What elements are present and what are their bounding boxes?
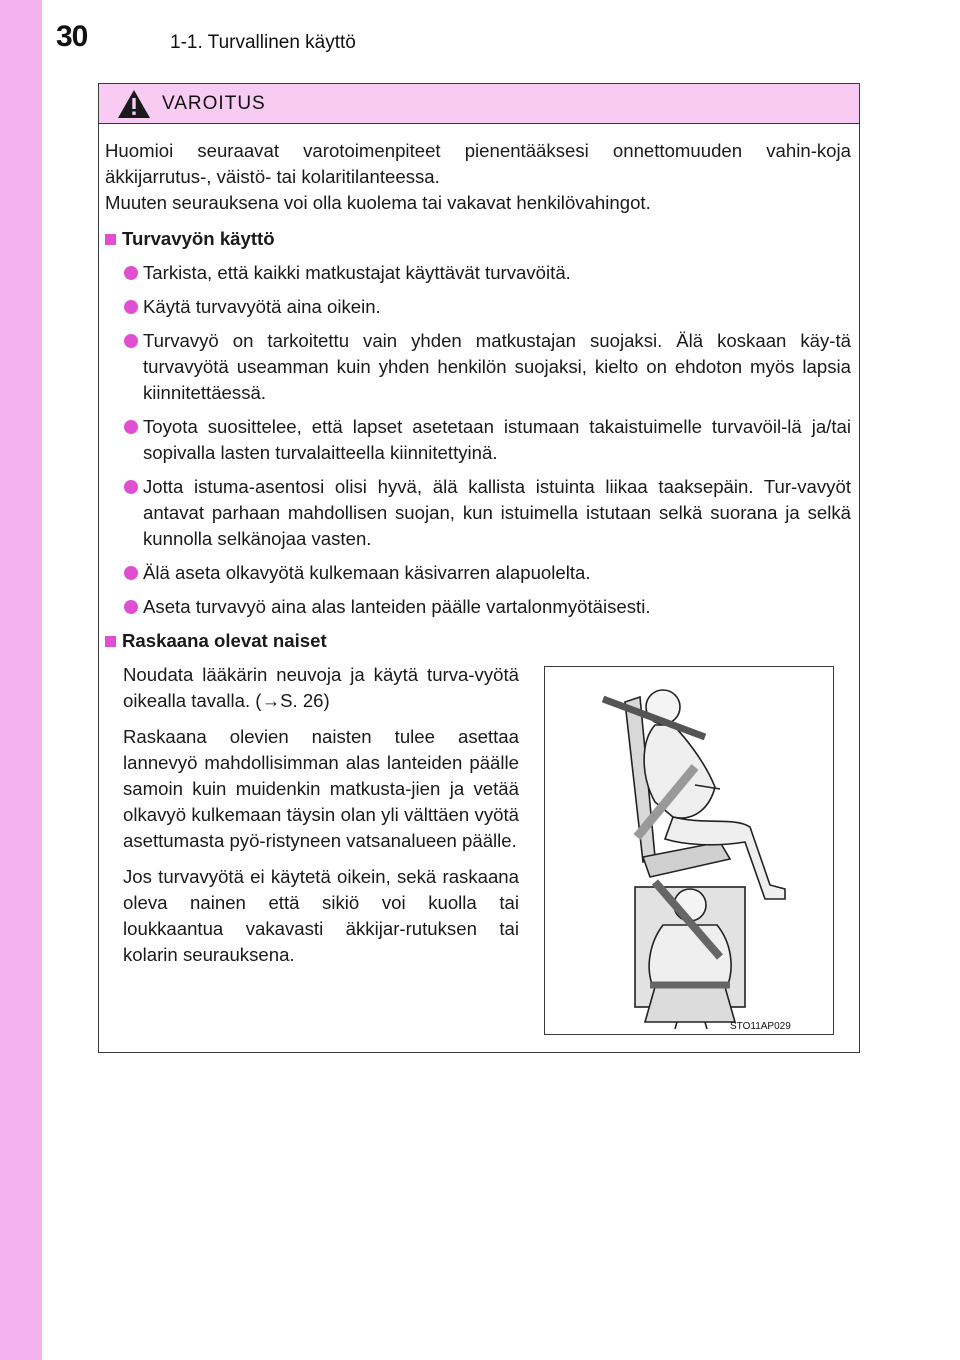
page-number: 30: [56, 20, 88, 53]
paragraph: Raskaana olevien naisten tulee asettaa lannevyö mahdollisimman alas lanteiden päälle samoin kuin muidenkin matkusta-jien ja vetää olkavyö kulkemaan täysin olan yli välttäen vyötä asettumasta pyö-ristyneen vatsanalueen päälle.: [123, 726, 519, 851]
round-bullet-icon: [124, 566, 138, 580]
pregnant-seatbelt-illustration: [544, 666, 834, 1035]
paragraph: Jos turvavyötä ei käytetä oikein, sekä raskaana oleva nainen että sikiö voi kuolla tai loukkaantua vakavasti äkkijar-rutuksen tai kolarin seurauksena.: [123, 866, 519, 965]
section-heading-text: Raskaana olevat naiset: [122, 630, 327, 651]
warning-triangle-icon: [117, 89, 151, 119]
section-heading-text: Turvavyön käyttö: [122, 228, 275, 249]
list-item: [105, 294, 851, 320]
seated-pregnant-women-drawing: [545, 667, 835, 1036]
image-code: STO11AP029: [730, 1021, 791, 1032]
list-item: [105, 560, 851, 586]
list-item-text: Jotta istuma-asentosi olisi hyvä, älä kallista istuinta liikaa taaksepäin. Tur-vavyöt antavat parhaan mahdollisen suojan, kun istuimella istutaan selkä suorana ja selkä kunnolla selkänojaa vasten.: [143, 476, 851, 549]
list-item-text: Turvavyö on tarkoitettu vain yhden matkustajan suojaksi. Älä koskaan käy-tä turvavyötä useamman kuin yhden henkilön suojaksi, kielto on ehdoton myös lapsia kiinnitettäessä.: [143, 330, 851, 403]
intro-line-1: Huomioi seuraavat varotoimenpiteet pienentääksesi onnettomuuden vahin-koja äkkijarrutus-, väistö- tai kolaritilanteessa.: [105, 140, 851, 187]
round-bullet-icon: [124, 480, 138, 494]
list-item: [105, 260, 851, 286]
pregnant-section: [105, 662, 851, 1035]
square-bullet-icon: [105, 636, 116, 647]
list-item: [105, 474, 851, 552]
warning-body: [99, 124, 859, 1035]
warning-header: [99, 84, 859, 124]
list-item-text: Toyota suosittelee, että lapset asetetaan istumaan takaistuimelle turvavöil-lä ja/tai sopivalla lasten turvalaitteella kiinnitettyinä.: [143, 416, 851, 463]
section-heading-seatbelt-use: [105, 226, 851, 252]
warning-intro: [105, 138, 851, 216]
section-heading-pregnant-women: [105, 628, 851, 654]
round-bullet-icon: [124, 334, 138, 348]
paragraph: Noudata lääkärin neuvoja ja käytä turva-vyötä oikealla tavalla. (→S. 26): [123, 664, 519, 711]
round-bullet-icon: [124, 420, 138, 434]
running-head: 1-1. Turvallinen käyttö: [170, 32, 356, 53]
list-item: [105, 328, 851, 406]
intro-line-2: Muuten seurauksena voi olla kuolema tai vakavat henkilövahingot.: [105, 192, 651, 213]
square-bullet-icon: [105, 234, 116, 245]
side-color-strip: [0, 0, 42, 1360]
list-item-text: Tarkista, että kaikki matkustajat käyttävät turvavöitä.: [143, 262, 571, 283]
list-item-text: Aseta turvavyö aina alas lanteiden päälle vartalonmyötäisesti.: [143, 596, 651, 617]
list-item-text: Käytä turvavyötä aina oikein.: [143, 296, 381, 317]
round-bullet-icon: [124, 300, 138, 314]
warning-title: VAROITUS: [162, 92, 266, 114]
seatbelt-rules-list: [105, 260, 851, 620]
list-item: [105, 414, 851, 466]
round-bullet-icon: [124, 600, 138, 614]
round-bullet-icon: [124, 266, 138, 280]
list-item-text: Älä aseta olkavyötä kulkemaan käsivarren alapuolelta.: [143, 562, 591, 583]
list-item: [105, 594, 851, 620]
warning-box: [98, 83, 860, 1053]
pregnant-text: [123, 662, 519, 1035]
